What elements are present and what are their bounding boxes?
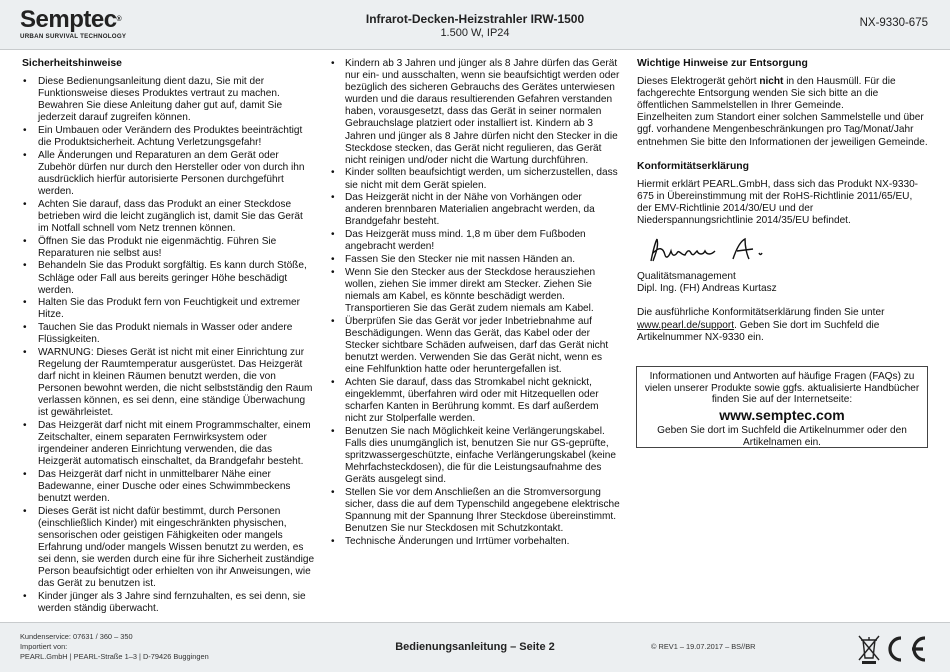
document-subtitle: 1.500 W, IP24 (440, 27, 510, 39)
page-footer (0, 622, 950, 672)
revision-info: © REV1 – 19.07.2017 – BS//BR (651, 642, 756, 651)
item-number: NX-9330-675 (859, 17, 928, 29)
brand-tagline: URBAN SURVIVAL TECHNOLOGY (20, 33, 127, 40)
full-declaration (637, 307, 929, 343)
importer-label: Importiert von: (20, 642, 68, 651)
list-item: • Ein Umbauen oder Verändern des Produktes beeinträchtigt die Produktsicherheit. Achtung Verletzungsgefahr! (22, 125, 315, 149)
support-link[interactable]: www.pearl.de/support (637, 319, 735, 331)
list-item: • Achten Sie darauf, dass das Produkt an einer Steckdose betrieben wird die leicht zugänglich ist, damit Sie das Gerät im Notfall schnell vom Netz trennen können. (22, 199, 315, 235)
conformity-heading: Konformitätserklärung (637, 160, 750, 172)
disposal-text-rest: in den Hausmüll. Für die fachgerechte Entsorgung wenden Sie sich bitte an die öffentlichen Sammelstellen in Ihrer Gemeinde. (637, 76, 896, 112)
list-item: • Stellen Sie vor dem Anschließen an die Stromversorgung sicher, dass die auf dem Typenschild angegebene elektrische Spannung mit der Spannung Ihrer Steckdose übereinstimmt. Benutzen Sie nur Steckdosen mit Schutzkontakt. (331, 487, 621, 535)
list-item: • Benutzen Sie nach Möglichkeit keine Verlängerungskabel. Falls dies unumgänglich ist, benutzen Sie nur GS-geprüfte, spritzwassergeschützte, einfache Verlängerungskabel (keine Mehrfachsteckdosen), die für die Leistungsaufnahme des Geräts ausgelegt sind. (331, 426, 621, 486)
list-item: • Das Heizgerät nicht in der Nähe von Vorhängen oder anderen brennbaren Materialien angebracht werden, da Brandgefahr besteht. (331, 192, 621, 228)
list-item: • Kinder sollten beaufsichtigt werden, um sicherzustellen, dass sie nicht mit dem Gerät spielen. (331, 167, 621, 191)
list-item: • Behandeln Sie das Produkt sorgfältig. Es kann durch Stöße, Schläge oder Fall aus bereits geringer Höhe beschädigt werden. (22, 260, 315, 296)
safety-column (22, 58, 315, 616)
conformity-text: Hiermit erklärt PEARL.GmbH, dass sich das Produkt NX-9330-675 in Übereinstimmung mit der RoHS-Richtlinie 2011/65/EU, der EMV-Richtlinie 2014/30/EU und der Niederspannungsrichtlinie 2014/35/EU befindet. (637, 178, 919, 227)
list-item: • Technische Änderungen und Irrtümer vorbehalten. (331, 536, 621, 548)
list-item: • Dieses Gerät ist nicht dafür bestimmt, durch Personen (einschließlich Kinder) mit eingeschränkten physischen, sensorischen oder geistigen Fähigkeiten oder mangels Erfahrung und/oder mangels Wissen benutzt zu werden, es sei denn, sie werden durch eine für ihre Sicherheit zuständige Person beaufsichtigt oder erhielten von ihr Anweisungen, wie das Gerät zu benutzen ist. (22, 506, 315, 591)
disposal-text: Dieses Elektrogerät gehört (637, 76, 760, 88)
list-item: • Das Heizgerät muss mind. 1,8 m über dem Fußboden angebracht werden! (331, 229, 621, 253)
safety-heading: Sicherheitshinweise (22, 58, 122, 69)
disposal-emphasis: nicht (759, 76, 784, 88)
list-item: • Alle Änderungen und Reparaturen an dem Gerät oder Zubehör dürfen nur durch den Hersteller oder von durch ihn ausdrücklich hierfür autorisierte Personen durchgeführt werden. (22, 150, 315, 198)
qm-name: Dipl. Ing. (FH) Andreas Kurtasz (637, 283, 777, 295)
list-item: • WARNUNG: Dieses Gerät ist nicht mit einer Einrichtung zur Regelung der Raumtemperatur ausgerüstet. Das Heizgerät darf nicht in kleinen Räumen benutzt werden, die von Personen bewohnt werden, die nicht selbstständig den Raum verlassen können, es sei denn, eine ständige Überwachung ist gewährleistet. (22, 347, 315, 420)
info-box (636, 366, 928, 448)
qm-label: Qualitätsmanagement (637, 271, 736, 283)
signature-image (641, 233, 801, 267)
disposal-column (637, 58, 929, 344)
list-item: • Überprüfen Sie das Gerät vor jeder Inbetriebnahme auf Beschädigungen. Wenn das Gerät, das Kabel oder der Stecker sichtbare Schäden aufweisen, darf das Gerät nicht benutzt werden. Verwenden Sie das Gerät nicht, wenn es eine Fehlfunktion hatte oder heruntergefallen ist. (331, 316, 621, 376)
website-link[interactable]: www.semptec.com (719, 407, 845, 424)
safety-list (22, 76, 315, 615)
safety-list-continued (331, 58, 621, 548)
list-item: • Achten Sie darauf, dass das Stromkabel nicht geknickt, eingeklemmt, überfahren wird oder mit Hitzequellen oder scharfen Kanten in Berührung kommt. Es darf außerdem nicht zur Stolperfalle werden. (331, 377, 621, 425)
full-declaration-text: Die ausführliche Konformitätserklärung finden Sie unter (637, 307, 885, 319)
disposal-heading: Wichtige Hinweise zur Entsorgung (637, 58, 808, 69)
list-item: • Öffnen Sie das Produkt nie eigenmächtig. Führen Sie Reparaturen nie selbst aus! (22, 236, 315, 260)
list-item: • Fassen Sie den Stecker nie mit nassen Händen an. (331, 254, 621, 266)
importer-address: PEARL.GmbH | PEARL-Straße 1–3 | D-79426 Buggingen (20, 652, 209, 661)
safety-column-continued (331, 58, 621, 548)
full-declaration-text-rest: . Geben Sie dort im Suchfeld die Artikelnummer NX-9330 ein. (637, 319, 880, 343)
compliance-marks (855, 632, 933, 666)
disposal-details: Einzelheiten zum Standort einer solchen Sammelstelle und über ggf. vorhandene Mengenbeschränkungen pro Tag/Monat/Jahr entnehmen Sie bitte den Informationen der jeweiligen Gemeinde. (637, 112, 928, 148)
list-item: • Das Heizgerät darf nicht mit einem Programmschalter, einem Zeitschalter, einem separaten Fernwirksystem oder irgendeiner anderen Einrichtung verwenden, die das Heizgerät automatisch einschaltet, da Brandgefahr besteht. (22, 420, 315, 468)
list-item: • Tauchen Sie das Produkt niemals in Wasser oder andere Flüssigkeiten. (22, 322, 315, 346)
weee-bin-icon (859, 636, 879, 664)
page-header (0, 0, 950, 50)
list-item: • Halten Sie das Produkt fern von Feuchtigkeit und extremer Hitze. (22, 297, 315, 321)
list-item: • Diese Bedienungsanleitung dient dazu, Sie mit der Funktionsweise dieses Produktes vertraut zu machen. Bewahren Sie diese Anleitung daher gut auf, damit Sie jederzeit darauf zugreifen können. (22, 76, 315, 124)
document-title: Infrarot-Decken-Heizstrahler IRW-1500 (365, 12, 585, 26)
ce-mark-icon (890, 638, 925, 660)
list-item: • Kinder jünger als 3 Jahre sind fernzuhalten, es sei denn, sie werden ständig überwacht. (22, 591, 315, 615)
brand-name: Semptec (20, 6, 117, 33)
page-number: Bedienungsanleitung – Seite 2 (395, 641, 555, 653)
list-item: • Kindern ab 3 Jahren und jünger als 8 Jahre dürfen das Gerät nur ein- und ausschalten, wenn sie beaufsichtigt werden oder bezüglich des sicheren Gebrauchs des Gerätes unterwiesen wurden und die daraus resultierenden Gefahren verstanden haben, vorausgesetzt, dass das Gerät in seiner normalen Gebrauchslage platziert oder installiert ist. Kindern ab 3 Jahren und jünger als 8 Jahre dürfen nicht den Stecker in die Steckdose stecken, das Gerät nicht regulieren, das Gerät nicht reinigen und/oder nicht die Wartung durchführen. (331, 58, 621, 167)
list-item: • Wenn Sie den Stecker aus der Steckdose herausziehen wollen, ziehen Sie immer direkt am Stecker. Ziehen Sie niemals am Kabel, es könnte beschädigt werden. Transportieren Sie das Gerät zudem niemals am Kabel. (331, 267, 621, 315)
brand-trademark: ® (116, 16, 122, 23)
info-text: Informationen und Antworten auf häufige Fragen (FAQs) zu vielen unserer Produkte sowie ggfs. aktualisierte Handbücher finden Sie auf der Internetseite: (644, 371, 920, 406)
list-item: • Das Heizgerät darf nicht in unmittelbarer Nähe einer Badewanne, einer Dusche oder eines Schwimmbeckens benutzt werden. (22, 469, 315, 505)
customer-service: Kundenservice: 07631 / 360 – 350 (20, 632, 133, 641)
disposal-paragraph (637, 76, 929, 112)
info-note: Geben Sie dort im Suchfeld die Artikelnummer oder den Artikelnamen ein. (657, 425, 907, 448)
